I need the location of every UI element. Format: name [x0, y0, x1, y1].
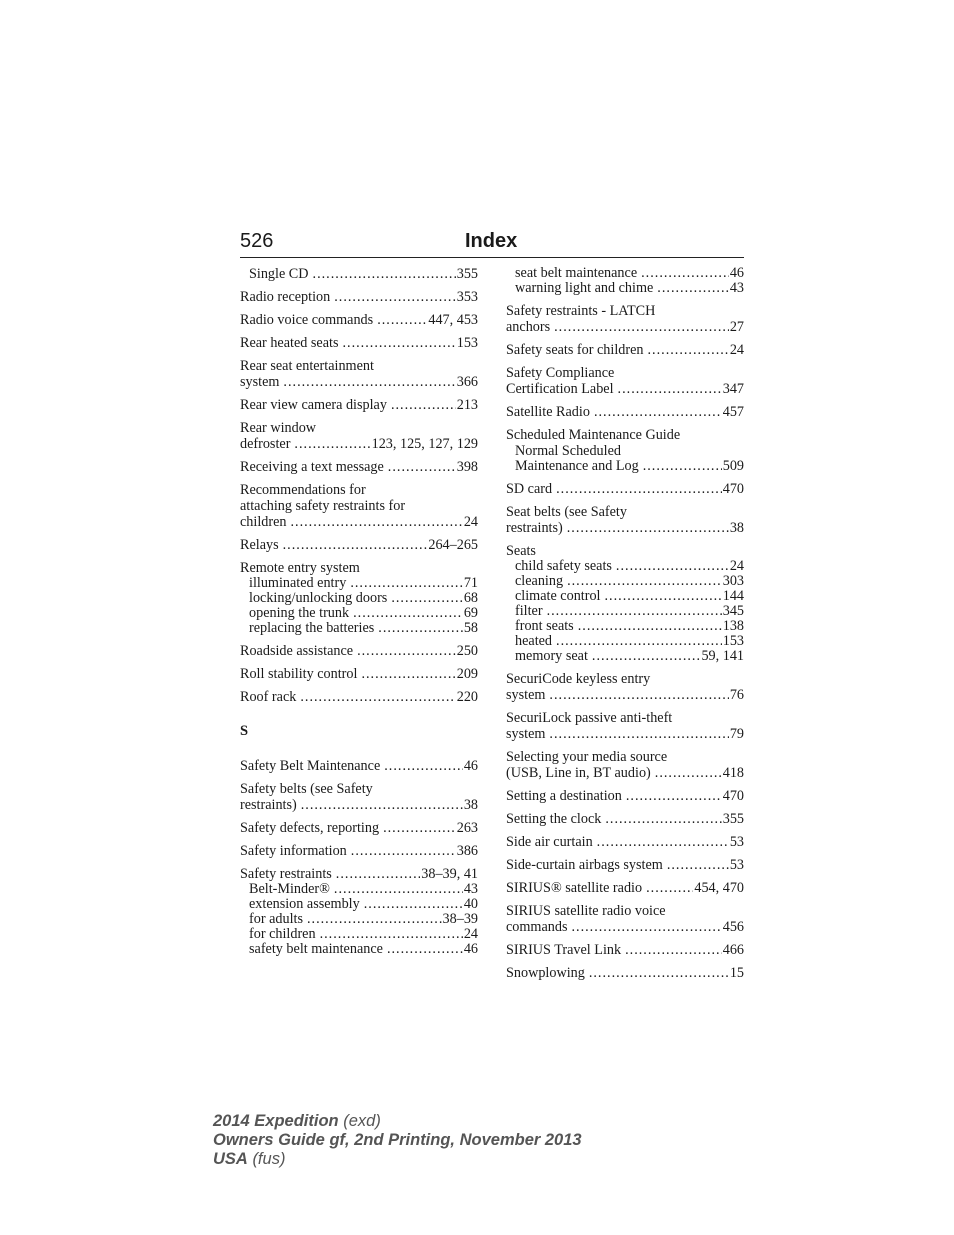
index-term: child safety seats — [515, 558, 612, 574]
index-term: system — [506, 726, 546, 742]
page-reference: 366 — [456, 374, 478, 390]
index-entry — [240, 266, 478, 282]
dot-leader — [597, 834, 729, 850]
index-entry — [240, 866, 478, 957]
page-reference: 345 — [722, 603, 744, 619]
index-term: restraints) — [240, 797, 297, 813]
index-entry — [240, 358, 478, 390]
section-letter: S — [240, 723, 249, 739]
index-line — [506, 319, 744, 335]
index-term: Single CD — [249, 266, 309, 282]
index-line — [240, 537, 478, 553]
index-entry — [240, 397, 478, 413]
page-number: 526 — [240, 230, 274, 252]
page-reference: 59, 141 — [701, 648, 744, 664]
index-entry — [506, 504, 744, 536]
dot-leader — [667, 857, 729, 873]
page-reference: 153 — [456, 335, 478, 351]
index-subentry — [506, 604, 744, 619]
page-reference: 454, 470 — [694, 880, 744, 896]
index-line — [240, 374, 478, 390]
dot-leader — [383, 820, 456, 836]
index-term: SD card — [506, 481, 553, 497]
page-reference: 264–265 — [428, 537, 478, 553]
index-term-line: Recommendations for — [240, 482, 366, 498]
index-term-line: Selecting your media source — [506, 749, 668, 765]
index-term: Receiving a text message — [240, 459, 384, 475]
index-term: front seats — [515, 618, 574, 634]
index-subterm-line: Normal Scheduled — [515, 443, 621, 459]
index-term: Radio reception — [240, 289, 331, 305]
index-term: safety belt maintenance — [249, 941, 383, 957]
page-reference: 68 — [463, 590, 478, 606]
page-reference: 470 — [722, 788, 744, 804]
dot-leader — [618, 381, 722, 397]
page-reference: 209 — [456, 666, 478, 682]
dot-leader — [605, 811, 721, 827]
index-line — [506, 965, 744, 981]
index-subentry — [240, 882, 478, 897]
page-reference: 303 — [722, 573, 744, 589]
page-reference: 46 — [729, 265, 744, 281]
index-subentry — [506, 559, 744, 574]
index-line — [506, 687, 744, 703]
dot-leader — [336, 866, 420, 882]
index-term: Roll stability control — [240, 666, 358, 682]
index-term: Belt-Minder® — [249, 881, 330, 897]
index-term: extension assembly — [249, 896, 360, 912]
dot-leader — [589, 965, 729, 981]
index-entry — [240, 420, 478, 452]
index-term: for children — [249, 926, 316, 942]
page-reference: 144 — [722, 588, 744, 604]
footer-model: 2014 Expedition — [213, 1112, 339, 1130]
dot-leader — [351, 843, 456, 859]
index-entry — [506, 857, 744, 873]
dot-leader — [549, 726, 728, 742]
page-reference: 38 — [463, 797, 478, 813]
dot-leader — [391, 591, 462, 606]
index-entry — [240, 459, 478, 475]
dot-leader — [294, 436, 370, 452]
index-line — [240, 266, 478, 282]
dot-leader — [578, 619, 722, 634]
page-reference: 250 — [456, 643, 478, 659]
index-subentry — [240, 576, 478, 591]
dot-leader — [334, 289, 456, 305]
index-term: Safety restraints — [240, 866, 332, 882]
dot-leader — [361, 666, 455, 682]
page-reference: 38–39, 41 — [421, 866, 478, 882]
index-term: climate control — [515, 588, 601, 604]
dot-leader — [625, 942, 722, 958]
dot-leader — [616, 559, 729, 574]
index-line — [506, 342, 744, 358]
dot-leader — [648, 342, 729, 358]
index-entry — [506, 710, 744, 742]
page-reference: 386 — [456, 843, 478, 859]
page-reference: 509 — [722, 458, 744, 474]
page-reference: 457 — [722, 404, 744, 420]
index-term: cleaning — [515, 573, 564, 589]
index-subentry — [240, 591, 478, 606]
index-term: commands — [506, 919, 568, 935]
dot-leader — [313, 266, 456, 282]
dot-leader — [605, 589, 722, 604]
dot-leader — [283, 374, 455, 390]
dot-leader — [646, 880, 693, 896]
index-entry — [506, 365, 744, 397]
index-term: warning light and chime — [515, 280, 654, 296]
dot-leader — [353, 606, 463, 621]
index-term: Rear heated seats — [240, 335, 339, 351]
index-term: seat belt maintenance — [515, 265, 638, 281]
page-reference: 24 — [729, 558, 744, 574]
index-term: heated — [515, 633, 553, 649]
index-term: SIRIUS Travel Link — [506, 942, 622, 958]
index-line — [506, 459, 744, 474]
dot-leader — [378, 621, 463, 636]
index-line — [240, 758, 478, 774]
dot-leader — [571, 919, 721, 935]
index-line — [506, 381, 744, 397]
dot-leader — [391, 397, 456, 413]
index-term-line: Safety belts (see Safety — [240, 781, 373, 797]
dot-leader — [377, 312, 427, 328]
index-entry — [240, 312, 478, 328]
dot-leader — [657, 281, 729, 296]
page-reference: 355 — [722, 811, 744, 827]
index-entry — [506, 834, 744, 850]
dot-leader — [556, 634, 722, 649]
page-footer — [213, 1112, 582, 1169]
index-term: Safety defects, reporting — [240, 820, 380, 836]
page-reference: 43 — [463, 881, 478, 897]
index-subentry — [506, 649, 744, 664]
index-term: (USB, Line in, BT audio) — [506, 765, 651, 781]
index-line — [240, 843, 478, 859]
index-term: Setting a destination — [506, 788, 622, 804]
index-line — [506, 481, 744, 497]
page-reference: 24 — [463, 926, 478, 942]
index-term: Radio voice commands — [240, 312, 374, 328]
index-line — [506, 520, 744, 536]
page-reference: 355 — [456, 266, 478, 282]
dot-leader — [320, 927, 463, 942]
page-reference: 398 — [456, 459, 478, 475]
index-line — [240, 312, 478, 328]
index-entry — [506, 543, 744, 664]
index-entry — [506, 481, 744, 497]
index-line — [506, 834, 744, 850]
index-term: restraints) — [506, 520, 563, 536]
page-reference: 263 — [456, 820, 478, 836]
index-entry — [506, 749, 744, 781]
page-reference: 69 — [463, 605, 478, 621]
dot-leader — [290, 514, 462, 530]
index-subentry — [240, 927, 478, 942]
index-entry — [240, 843, 478, 859]
page-reference: 347 — [722, 381, 744, 397]
index-entry — [240, 758, 478, 774]
index-line — [240, 436, 478, 452]
index-term-line: Rear window — [240, 420, 317, 436]
index-term-line: Safety Compliance — [506, 365, 615, 381]
index-term-line: Safety restraints - LATCH — [506, 303, 656, 319]
dot-leader — [388, 459, 456, 475]
index-column-left — [240, 266, 478, 964]
footer-market-code: (fus) — [252, 1150, 286, 1168]
footer-model-code: (exd) — [343, 1112, 381, 1130]
index-term: system — [240, 374, 280, 390]
index-entry — [240, 820, 478, 836]
index-term: Roadside assistance — [240, 643, 354, 659]
index-term: defroster — [240, 436, 291, 452]
page-reference: 153 — [722, 633, 744, 649]
page-reference: 466 — [722, 942, 744, 958]
page-reference: 43 — [729, 280, 744, 296]
index-line — [506, 726, 744, 742]
index-term-line: SecuriLock passive anti-theft — [506, 710, 673, 726]
index-line — [240, 335, 478, 351]
index-entry — [240, 289, 478, 305]
page-reference: 38–39 — [442, 911, 478, 927]
dot-leader — [641, 266, 729, 281]
index-term: Satellite Radio — [506, 404, 590, 420]
dot-leader — [384, 758, 463, 774]
dot-leader — [357, 643, 456, 659]
page-reference: 213 — [456, 397, 478, 413]
dot-leader — [556, 481, 722, 497]
index-line — [240, 459, 478, 475]
index-term: Relays — [240, 537, 279, 553]
index-heading: Seats — [506, 543, 536, 559]
index-entry — [240, 781, 478, 813]
index-entry — [240, 560, 478, 636]
page-reference: 220 — [456, 689, 478, 705]
dot-leader — [342, 335, 455, 351]
dot-leader — [300, 689, 455, 705]
index-line — [506, 857, 744, 873]
dot-leader — [547, 604, 722, 619]
page-reference: 123, 125, 127, 129 — [371, 436, 478, 452]
index-entry — [506, 342, 744, 358]
index-line — [506, 765, 744, 781]
index-term: system — [506, 687, 546, 703]
dot-leader — [364, 897, 463, 912]
page-reference: 46 — [463, 941, 478, 957]
footer-market: USA — [213, 1150, 248, 1168]
page-reference: 353 — [456, 289, 478, 305]
page-reference: 24 — [729, 342, 744, 358]
index-line — [240, 689, 478, 705]
index-entry — [506, 303, 744, 335]
index-term: opening the trunk — [249, 605, 350, 621]
index-term-line: attaching safety restraints for — [240, 498, 406, 514]
page-reference: 15 — [729, 965, 744, 981]
index-line — [506, 919, 744, 935]
page-reference: 27 — [729, 319, 744, 335]
index-entry — [240, 689, 478, 705]
page-title: Index — [465, 230, 518, 252]
dot-leader — [567, 520, 729, 536]
index-line — [240, 643, 478, 659]
page-reference: 138 — [722, 618, 744, 634]
index-term: for adults — [249, 911, 303, 927]
index-entry — [506, 427, 744, 474]
index-term: Snowplowing — [506, 965, 585, 981]
dot-leader — [307, 912, 442, 927]
page-reference: 53 — [729, 834, 744, 850]
page-reference: 38 — [729, 520, 744, 536]
index-term: Side air curtain — [506, 834, 593, 850]
index-term: Safety information — [240, 843, 347, 859]
page-reference: 58 — [463, 620, 478, 636]
index-entry — [506, 942, 744, 958]
index-entry — [506, 788, 744, 804]
page-reference: 24 — [463, 514, 478, 530]
index-line — [240, 866, 478, 882]
dot-leader — [594, 404, 722, 420]
index-term-line: SecuriCode keyless entry — [506, 671, 651, 687]
page-reference: 456 — [722, 919, 744, 935]
index-subentry — [240, 942, 478, 957]
index-column-right — [506, 266, 744, 988]
index-subentry — [240, 621, 478, 636]
index-term: locking/unlocking doors — [249, 590, 388, 606]
dot-leader — [301, 797, 463, 813]
page-reference: 76 — [729, 687, 744, 703]
index-entry — [506, 671, 744, 703]
index-subentry — [506, 281, 744, 296]
index-term: Safety Belt Maintenance — [240, 758, 381, 774]
index-subentry — [506, 589, 744, 604]
index-line — [506, 811, 744, 827]
index-line — [506, 788, 744, 804]
index-line — [240, 820, 478, 836]
index-entry — [240, 335, 478, 351]
index-subentry — [506, 574, 744, 589]
index-line — [506, 404, 744, 420]
index-term: SIRIUS® satellite radio — [506, 880, 643, 896]
index-entry — [240, 537, 478, 553]
page-reference: 447, 453 — [428, 312, 478, 328]
index-term: children — [240, 514, 287, 530]
dot-leader — [592, 649, 701, 664]
index-subentry — [240, 912, 478, 927]
dot-leader — [567, 574, 722, 589]
index-subentry — [240, 606, 478, 621]
page-reference: 71 — [463, 575, 478, 591]
page-reference: 40 — [463, 896, 478, 912]
index-subentry — [506, 266, 744, 281]
page-reference: 79 — [729, 726, 744, 742]
dot-leader — [626, 788, 722, 804]
index-term: Maintenance and Log — [515, 458, 639, 474]
index-term: Rear view camera display — [240, 397, 387, 413]
index-term: Setting the clock — [506, 811, 602, 827]
index-subentry — [240, 897, 478, 912]
page-reference: 470 — [722, 481, 744, 497]
index-term: Certification Label — [506, 381, 614, 397]
index-term: filter — [515, 603, 543, 619]
index-line — [506, 880, 744, 896]
index-entry — [240, 482, 478, 530]
dot-leader — [334, 882, 463, 897]
index-line — [240, 514, 478, 530]
dot-leader — [643, 459, 722, 474]
page-reference: 53 — [729, 857, 744, 873]
index-term-line: SIRIUS satellite radio voice — [506, 903, 666, 919]
index-subentry — [506, 634, 744, 649]
dot-leader — [387, 942, 463, 957]
footer-guide: Owners Guide gf, 2nd Printing, November 2013 — [213, 1131, 582, 1149]
dot-leader — [549, 687, 728, 703]
index-entry — [506, 404, 744, 420]
index-line — [240, 289, 478, 305]
dot-leader — [350, 576, 462, 591]
dot-leader — [655, 765, 722, 781]
index-entry — [240, 643, 478, 659]
dot-leader — [283, 537, 428, 553]
index-line — [506, 942, 744, 958]
dot-leader — [554, 319, 729, 335]
index-term-line: Rear seat entertainment — [240, 358, 374, 374]
index-line — [240, 397, 478, 413]
index-line — [240, 666, 478, 682]
index-term-line: Seat belts (see Safety — [506, 504, 627, 520]
index-term: Safety seats for children — [506, 342, 644, 358]
page-reference: 46 — [463, 758, 478, 774]
index-term: Roof rack — [240, 689, 297, 705]
index-subentry — [506, 619, 744, 634]
index-entry — [506, 965, 744, 981]
index-term: Side-curtain airbags system — [506, 857, 663, 873]
index-entry — [506, 811, 744, 827]
index-entry — [506, 903, 744, 935]
index-term: memory seat — [515, 648, 588, 664]
index-entry — [506, 880, 744, 896]
index-entry — [240, 666, 478, 682]
index-term: illuminated entry — [249, 575, 347, 591]
index-term: replacing the batteries — [249, 620, 375, 636]
index-entry — [506, 266, 744, 296]
page-header — [240, 229, 744, 258]
page-reference: 418 — [722, 765, 744, 781]
index-line — [240, 797, 478, 813]
index-term: anchors — [506, 319, 551, 335]
index-heading: Remote entry system — [240, 560, 360, 576]
index-term-line: Scheduled Maintenance Guide — [506, 427, 681, 443]
